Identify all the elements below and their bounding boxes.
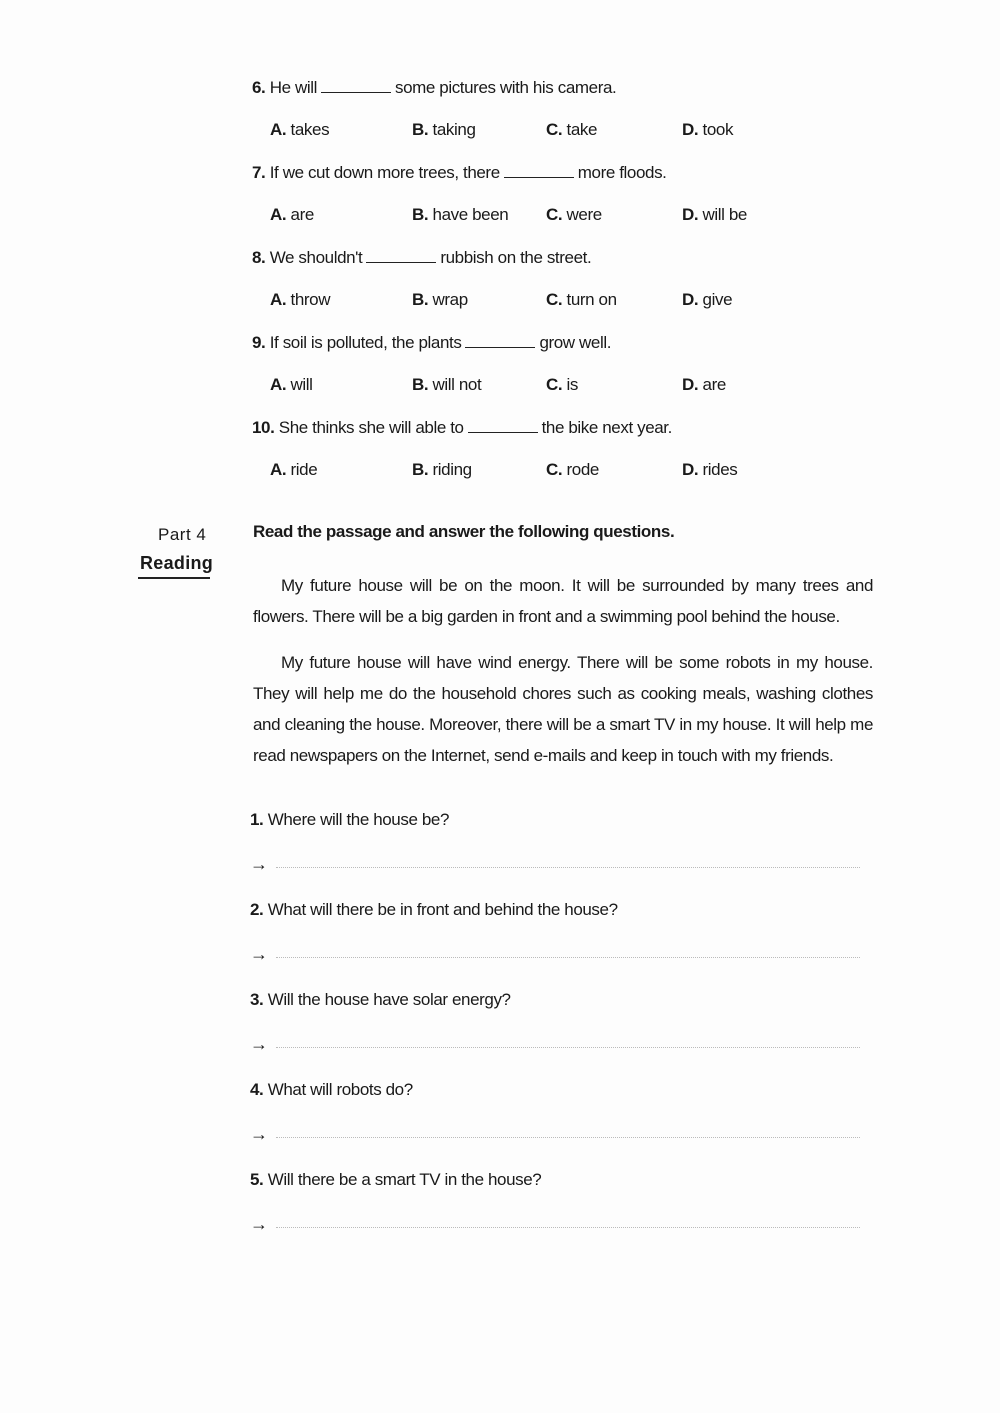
answer-option[interactable]: [412, 120, 476, 140]
option-text: taking: [432, 120, 476, 139]
option-text: throw: [290, 290, 331, 309]
answer-option[interactable]: [682, 375, 726, 395]
option-text: rode: [566, 460, 599, 479]
question-number: 4.: [250, 1080, 264, 1099]
dotted-answer-line[interactable]: [276, 957, 860, 958]
question-text: What will robots do?: [267, 1080, 413, 1099]
option-letter: B.: [412, 375, 429, 394]
reading-question: [250, 1170, 541, 1190]
question-text: Will there be a smart TV in the house?: [267, 1170, 542, 1189]
option-text: will not: [432, 375, 482, 394]
option-letter: A.: [270, 205, 287, 224]
answer-option[interactable]: [412, 375, 481, 395]
option-text: takes: [290, 120, 330, 139]
question-row: [252, 163, 667, 183]
answer-option[interactable]: [412, 205, 508, 225]
answer-option[interactable]: [546, 290, 617, 310]
arrow-icon: →: [250, 1214, 268, 1234]
answer-blank[interactable]: [465, 347, 535, 348]
question-row: [252, 248, 591, 268]
answer-option[interactable]: [270, 375, 313, 395]
dotted-answer-line[interactable]: [276, 1227, 860, 1228]
question-number: 2.: [250, 900, 264, 919]
reading-question: [250, 990, 511, 1010]
question-number: 3.: [250, 990, 264, 1009]
option-letter: D.: [682, 205, 699, 224]
option-letter: D.: [682, 290, 699, 309]
reading-question: [250, 900, 618, 920]
option-letter: A.: [270, 120, 287, 139]
question-number: 10.: [252, 418, 275, 437]
answer-option[interactable]: [682, 460, 737, 480]
question-text: grow well.: [539, 333, 612, 352]
option-text: will: [290, 375, 313, 394]
question-row: [252, 78, 616, 98]
option-letter: C.: [546, 460, 563, 479]
reading-question: [250, 1080, 413, 1100]
question-text: Where will the house be?: [267, 810, 450, 829]
answer-option[interactable]: [270, 290, 330, 310]
option-text: ride: [290, 460, 318, 479]
reading-question: [250, 810, 449, 830]
option-letter: A.: [270, 460, 287, 479]
option-letter: C.: [546, 120, 563, 139]
option-letter: B.: [412, 460, 429, 479]
question-text: We shouldn't: [269, 248, 363, 267]
option-letter: A.: [270, 375, 287, 394]
arrow-icon: →: [250, 944, 268, 964]
instruction: Read the passage and answer the following questions.: [253, 522, 675, 541]
option-letter: D.: [682, 120, 699, 139]
passage-paragraph: My future house will be on the moon. It will be surrounded by many trees and flowers. There will be a big garden in front and a swimming pool behind the house.: [253, 576, 873, 626]
question-text: If we cut down more trees, there: [269, 163, 500, 182]
question-number: 8.: [252, 248, 266, 267]
answer-option[interactable]: [546, 120, 597, 140]
question-text: the bike next year.: [541, 418, 672, 437]
question-text: He will: [269, 78, 317, 97]
answer-line[interactable]: [250, 944, 860, 965]
question-number: 5.: [250, 1170, 264, 1189]
answer-option[interactable]: [412, 460, 472, 480]
option-text: were: [566, 205, 602, 224]
option-letter: C.: [546, 375, 563, 394]
answer-line[interactable]: [250, 1124, 860, 1145]
question-text: some pictures with his camera.: [394, 78, 617, 97]
option-letter: B.: [412, 290, 429, 309]
answer-blank[interactable]: [366, 262, 436, 263]
question-number: 6.: [252, 78, 266, 97]
answer-option[interactable]: [546, 460, 599, 480]
dotted-answer-line[interactable]: [276, 867, 860, 868]
question-text: more floods.: [577, 163, 667, 182]
option-text: is: [566, 375, 579, 394]
answer-option[interactable]: [412, 290, 468, 310]
part-label: Part 4: [158, 525, 207, 544]
option-text: rides: [702, 460, 738, 479]
option-letter: D.: [682, 460, 699, 479]
arrow-icon: →: [250, 854, 268, 874]
answer-blank[interactable]: [468, 432, 538, 433]
arrow-icon: →: [250, 1034, 268, 1054]
section-title: Reading: [138, 553, 210, 579]
dotted-answer-line[interactable]: [276, 1137, 860, 1138]
answer-option[interactable]: [270, 460, 317, 480]
question-number: 9.: [252, 333, 266, 352]
option-letter: C.: [546, 205, 563, 224]
dotted-answer-line[interactable]: [276, 1047, 860, 1048]
passage-paragraph: My future house will have wind energy. There will be some robots in my house. They will help me do the household chores such as cooking meals, washing clothes and cleaning the house. Moreover, there will be a smart TV in my house. It will help me read newspapers on the Internet, send e-mails and keep in touch with my friends.: [253, 653, 873, 765]
answer-blank[interactable]: [504, 177, 574, 178]
option-letter: A.: [270, 290, 287, 309]
answer-option[interactable]: [546, 375, 578, 395]
option-text: have been: [432, 205, 509, 224]
answer-option[interactable]: [270, 120, 329, 140]
arrow-icon: →: [250, 1124, 268, 1144]
answer-line[interactable]: [250, 854, 860, 875]
question-text: What will there be in front and behind the house?: [267, 900, 618, 919]
option-text: took: [702, 120, 734, 139]
option-letter: B.: [412, 120, 429, 139]
option-text: will be: [702, 205, 747, 224]
question-row: [252, 333, 611, 353]
option-text: are: [290, 205, 314, 224]
answer-line[interactable]: [250, 1214, 860, 1235]
answer-option[interactable]: [682, 290, 732, 310]
answer-option[interactable]: [682, 205, 747, 225]
option-text: take: [566, 120, 598, 139]
answer-blank[interactable]: [321, 92, 391, 93]
option-text: give: [702, 290, 733, 309]
option-letter: C.: [546, 290, 563, 309]
question-text: She thinks she will able to: [278, 418, 464, 437]
question-row: [252, 418, 672, 438]
passage: [253, 570, 873, 771]
question-text: If soil is polluted, the plants: [269, 333, 462, 352]
option-text: turn on: [566, 290, 617, 309]
option-letter: B.: [412, 205, 429, 224]
answer-option[interactable]: [546, 205, 602, 225]
option-letter: D.: [682, 375, 699, 394]
question-text: Will the house have solar energy?: [267, 990, 511, 1009]
question-number: 7.: [252, 163, 266, 182]
option-text: are: [702, 375, 726, 394]
answer-option[interactable]: [270, 205, 314, 225]
option-text: wrap: [432, 290, 468, 309]
option-text: riding: [432, 460, 472, 479]
answer-option[interactable]: [682, 120, 733, 140]
answer-line[interactable]: [250, 1034, 860, 1055]
question-text: rubbish on the street.: [440, 248, 592, 267]
question-number: 1.: [250, 810, 264, 829]
